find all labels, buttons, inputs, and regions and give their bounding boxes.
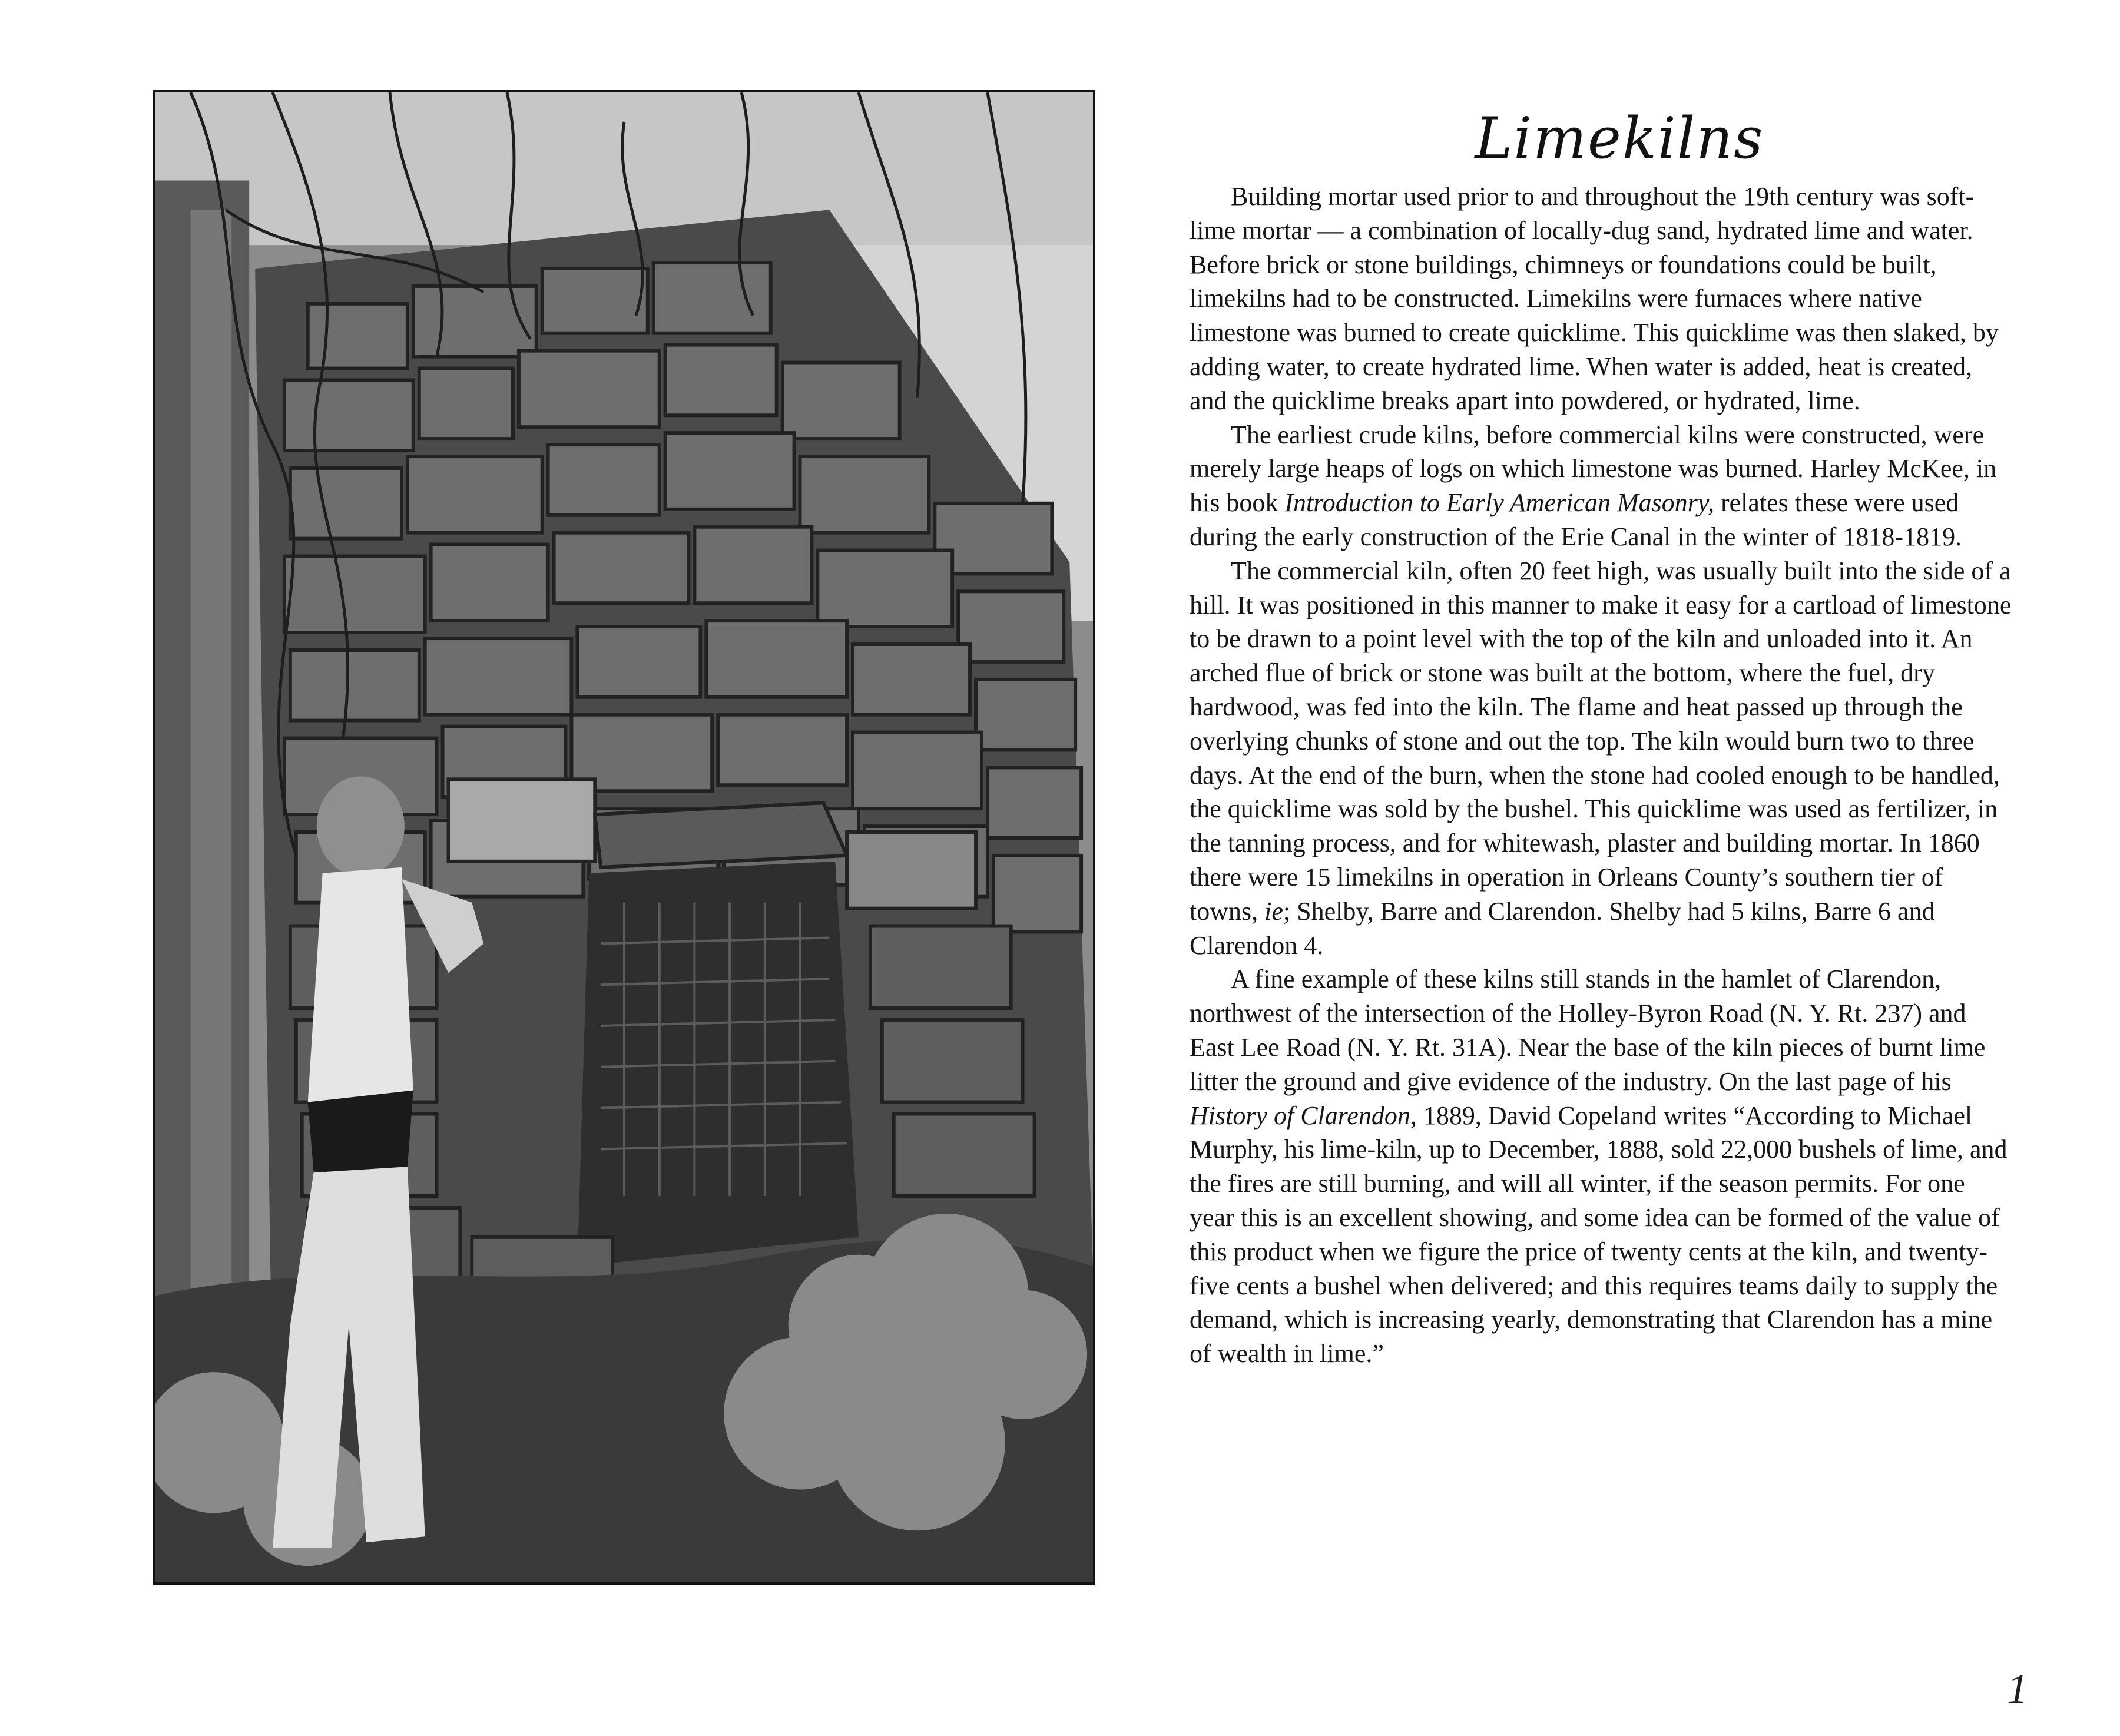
text-run: Building mortar used prior to and throughout the 19th century was soft-lime mortar — a combination of locally-dug sand, hydrated lime and water. Before brick or stone buildings, chimneys or foundations could be built, limekilns had to be constructed. Limekilns were furnaces where native limestone was burned to create quicklime. This quicklime was then slaked, by adding water, to create hydrated lime. When water is added, heat is created, and the quicklime breaks apart into powdered, or hydrated, lime. [1190, 182, 1999, 415]
text-run: The earliest crude kilns, before commercial kilns were constructed, were merely large heaps of logs on which limestone was burned. Harley McKee, in his book [1190, 420, 1997, 518]
article-paragraph [1190, 962, 2014, 1371]
text-run: relates these were used during the early construction of the Erie Canal in the winter of 1818-1819. [1190, 488, 1962, 551]
article-body [1190, 180, 2014, 1371]
text-run: The commercial kiln, often 20 feet high, was usually built into the side of a hill. It was positioned in this manner to make it easy for a cartload of limestone to be drawn to a point level with the top of the kiln and unloaded into it. An arched flue of brick or stone was built at the bottom, where the fuel, dry hardwood, was fed into the kiln. The flame and heat passed up through the overlying chunks of stone and out the top. The kiln would burn two to three days. At the end of the burn, when the stone had cooled enough to be handled, the quicklime was sold by the bushel. This quicklime was used as fertilizer, in the tanning process, and for whitewash, plaster and building mortar. In 1860 there were 15 limekilns in operation in Orleans County’s southern tier of towns, [1190, 556, 2012, 926]
italic-text-run: ie [1264, 896, 1283, 926]
kiln-photograph [153, 90, 1095, 1585]
text-run: A fine example of these kilns still stands in the hamlet of Clarendon, northwest of the intersection of the Holley-Byron Road (N. Y. Rt. 237) and East Lee Road (N. Y. Rt. 31A). Near the base of the kiln pieces of burnt lime litter the ground and give evidence of the industry. On the last page of his [1190, 965, 1986, 1096]
article-paragraph [1190, 554, 2014, 963]
italic-text-run: History of Clarendon [1190, 1101, 1410, 1130]
page-title: Limekilns [1475, 105, 1764, 171]
kiln-photo-illustration [155, 92, 1093, 1582]
italic-text-run: Introduction to Early American Masonry, [1284, 488, 1714, 518]
text-run: ; Shelby, Barre and Clarendon. Shelby had 5 kilns, Barre 6 and Clarendon 4. [1190, 896, 1935, 960]
page-number: 1 [2007, 1665, 2028, 1712]
article-paragraph [1190, 180, 2014, 418]
article-paragraph [1190, 418, 2014, 554]
text-run: , 1889, David Copeland writes “According to Michael Murphy, his lime-kiln, up to December, 1888, sold 22,000 bushels of lime, and the fires are still burning, and will all winter, if the season permits. For one year this is an excellent showing, and some idea can be formed of the value of this product when we figure the price of twenty cents at the kiln, and twenty-five cents a bushel when delivered; and this requires teams daily to supply the demand, which is increasing yearly, demonstrating that Clarendon has a mine of wealth in lime.” [1190, 1101, 2008, 1369]
article-column [1190, 103, 2014, 1371]
